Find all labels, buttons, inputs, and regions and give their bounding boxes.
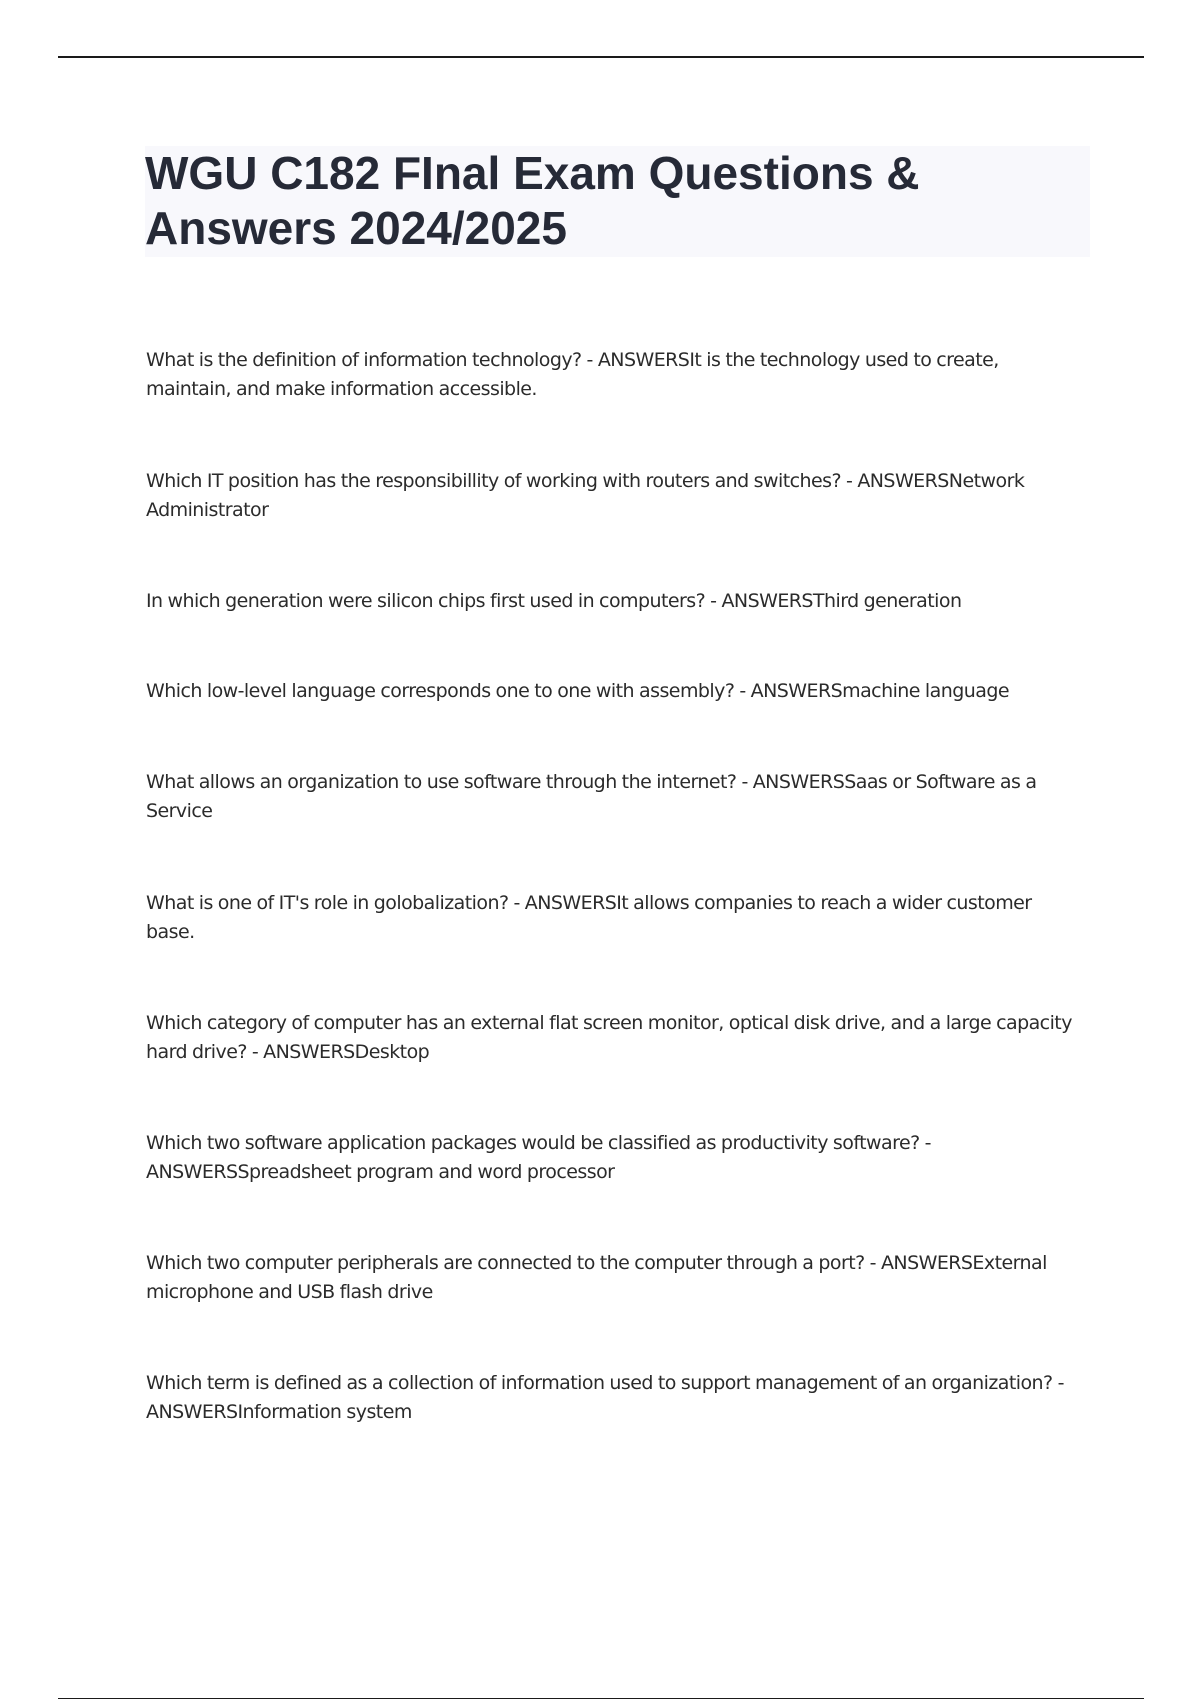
top-rule [58,56,1144,58]
qa-item-9: Which two computer peripherals are connected to the computer through a port? - ANSWERSExternal microphone and USB flash drive [146,1252,1047,1303]
bottom-rule [58,1698,1144,1699]
title-box [145,146,1090,257]
qa-item-4: Which low-level language corresponds one to one with assembly? - ANSWERSmachine language [146,680,1009,702]
qa-item-2: Which IT position has the responsibillity of working with routers and switches? - ANSWERSNetwork Administrator [146,470,1025,521]
qa-item-10: Which term is defined as a collection of information used to support management of an organization? - ANSWERSInformation system [146,1372,1064,1423]
qa-item-3: In which generation were silicon chips first used in computers? - ANSWERSThird generation [146,590,962,612]
qa-item-1: What is the definition of information technology? - ANSWERSIt is the technology used to create, maintain, and make information accessible. [146,349,999,400]
qa-item-5: What allows an organization to use software through the internet? - ANSWERSSaas or Software as a Service [146,771,1037,822]
qa-item-7: Which category of computer has an external flat screen monitor, optical disk drive, and a large capacity hard drive? - ANSWERSDesktop [146,1012,1072,1063]
qa-item-6: What is one of IT's role in golobalization? - ANSWERSIt allows companies to reach a wider customer base. [146,892,1032,943]
document-title: WGU C182 FInal Exam Questions & Answers 2024/2025 [145,147,920,254]
qa-item-8: Which two software application packages would be classified as productivity software? - ANSWERSSpreadsheet program and word processor [146,1132,931,1183]
